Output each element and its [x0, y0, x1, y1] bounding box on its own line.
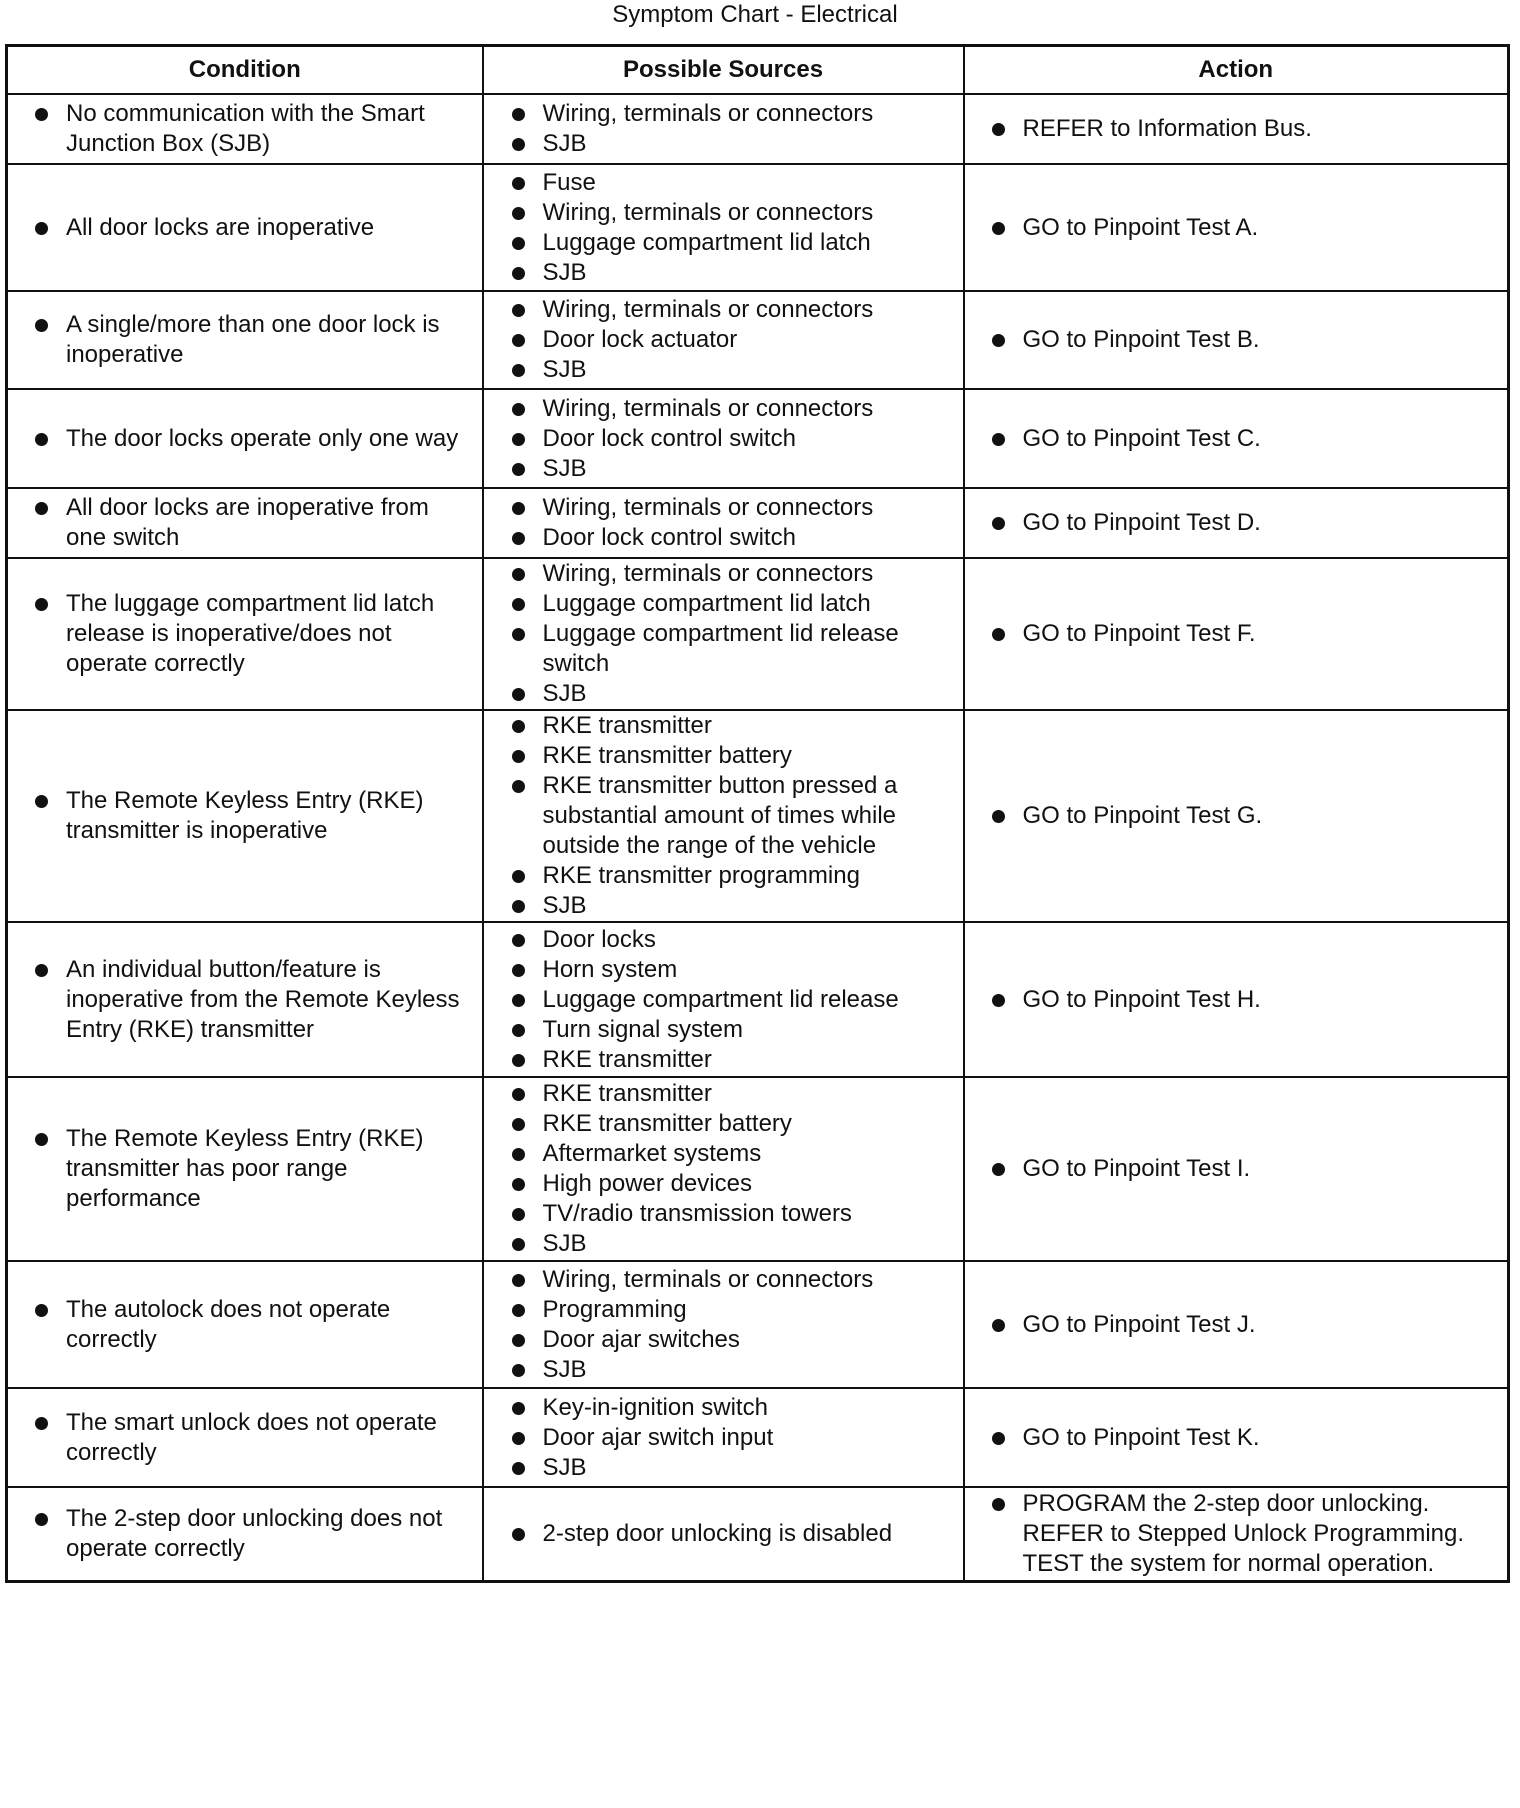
- bullet-icon: [35, 1133, 48, 1146]
- bullet-icon: [992, 222, 1005, 235]
- action-item-text: REFER to Information Bus.: [1022, 115, 1312, 142]
- source-item-text: RKE transmitter button pressed a substantial amount of times while outside the range of the vehicle: [542, 772, 898, 859]
- source-item-text: Wiring, terminals or connectors: [542, 100, 874, 127]
- source-item-text: RKE transmitter programming: [542, 862, 860, 889]
- bullet-icon: [512, 1432, 525, 1445]
- condition-item: [8, 786, 482, 846]
- source-item-text: Wiring, terminals or connectors: [542, 394, 874, 422]
- condition-list: [8, 1504, 482, 1564]
- action-item: [965, 114, 1508, 144]
- source-item: [484, 1355, 963, 1385]
- bullet-icon: [512, 334, 525, 347]
- table-row: [7, 922, 1509, 1077]
- condition-item: [8, 1408, 482, 1468]
- action-cell: [964, 1261, 1509, 1388]
- source-item-text: Wiring, terminals or connectors: [542, 1265, 874, 1293]
- bullet-icon: [512, 1054, 525, 1067]
- symptom-chart-table: [5, 44, 1510, 1583]
- source-item-text: SJB: [542, 130, 587, 157]
- source-item-text: SJB: [542, 258, 587, 286]
- action-list: [965, 424, 1508, 454]
- source-item: [484, 1265, 963, 1295]
- source-item-text: Door locks: [542, 925, 656, 953]
- bullet-icon: [512, 994, 525, 1007]
- condition-cell: [7, 291, 483, 389]
- possible-sources-cell: [483, 389, 964, 488]
- source-item-text: Programming: [542, 1295, 687, 1323]
- source-item-text: Luggage compartment lid latch: [542, 590, 871, 617]
- source-item-text: Door ajar switches: [542, 1325, 740, 1353]
- condition-cell: [7, 94, 483, 164]
- source-item: [484, 619, 963, 679]
- sources-list: [484, 1265, 963, 1385]
- bullet-icon: [512, 900, 525, 913]
- bullet-icon: [512, 1238, 525, 1251]
- action-item: [965, 801, 1508, 831]
- source-item-text: RKE transmitter battery: [542, 742, 792, 769]
- possible-sources-cell: [483, 558, 964, 710]
- source-item-text: SJB: [542, 356, 587, 383]
- condition-cell: [7, 922, 483, 1077]
- condition-item-text: The autolock does not operate correctly: [66, 1295, 391, 1353]
- source-item-text: SJB: [542, 1453, 587, 1481]
- action-list: [965, 213, 1508, 243]
- condition-item: [8, 310, 482, 370]
- source-item-text: RKE transmitter: [542, 1080, 712, 1107]
- column-header-condition: Condition: [7, 46, 483, 95]
- condition-cell: [7, 164, 483, 291]
- condition-list: [8, 310, 482, 370]
- table-row: [7, 1261, 1509, 1388]
- action-item-text: GO to Pinpoint Test H.: [1022, 985, 1261, 1013]
- bullet-icon: [35, 433, 48, 446]
- sources-list: [484, 394, 963, 484]
- condition-item: [8, 955, 482, 1045]
- condition-item-text: All door locks are inoperative from one switch: [66, 494, 429, 551]
- source-item-text: Door lock actuator: [542, 326, 738, 353]
- source-item-text: Wiring, terminals or connectors: [542, 560, 874, 587]
- source-item-text: SJB: [542, 1230, 587, 1257]
- bullet-icon: [992, 517, 1005, 530]
- action-cell: [964, 1077, 1509, 1261]
- source-item-text: Wiring, terminals or connectors: [542, 296, 874, 323]
- bullet-icon: [512, 532, 525, 545]
- source-item: [484, 493, 963, 523]
- bullet-icon: [992, 433, 1005, 446]
- condition-cell: [7, 1077, 483, 1261]
- possible-sources-cell: [483, 710, 964, 922]
- action-list: [965, 508, 1508, 538]
- condition-list: [8, 1124, 482, 1214]
- condition-item: [8, 493, 482, 553]
- action-cell: [964, 164, 1509, 291]
- action-item: [965, 508, 1508, 538]
- bullet-icon: [512, 1304, 525, 1317]
- sources-list: [484, 1519, 963, 1549]
- bullet-icon: [35, 1304, 48, 1317]
- bullet-icon: [35, 964, 48, 977]
- condition-item: [8, 589, 482, 679]
- condition-item-text: The luggage compartment lid latch release is inoperative/does not operate correctly: [66, 590, 435, 677]
- bullet-icon: [512, 750, 525, 763]
- action-cell: [964, 710, 1509, 922]
- table-row: [7, 710, 1509, 922]
- source-item: [484, 1295, 963, 1325]
- bullet-icon: [512, 598, 525, 611]
- condition-list: [8, 1408, 482, 1468]
- bullet-icon: [512, 364, 525, 377]
- condition-list: [8, 786, 482, 846]
- condition-cell: [7, 1388, 483, 1487]
- bullet-icon: [512, 237, 525, 250]
- table-row: [7, 291, 1509, 389]
- condition-item: [8, 1295, 482, 1355]
- source-item-text: Fuse: [542, 168, 596, 196]
- table-row: [7, 164, 1509, 291]
- source-item: [484, 129, 963, 159]
- table-row: [7, 1388, 1509, 1487]
- source-item: [484, 523, 963, 553]
- sources-list: [484, 493, 963, 553]
- bullet-icon: [512, 177, 525, 190]
- condition-list: [8, 589, 482, 679]
- column-header-action: Action: [964, 46, 1509, 95]
- source-item-text: Turn signal system: [542, 1015, 744, 1043]
- bullet-icon: [512, 1024, 525, 1037]
- condition-list: [8, 493, 482, 553]
- condition-item: [8, 99, 482, 159]
- possible-sources-cell: [483, 1261, 964, 1388]
- source-item: [484, 454, 963, 484]
- source-item: [484, 711, 963, 741]
- source-item-text: RKE transmitter battery: [542, 1110, 792, 1137]
- bullet-icon: [992, 334, 1005, 347]
- bullet-icon: [512, 1088, 525, 1101]
- bullet-icon: [512, 628, 525, 641]
- condition-cell: [7, 558, 483, 710]
- source-item: [484, 424, 963, 454]
- action-item-text: GO to Pinpoint Test A.: [1022, 213, 1259, 241]
- action-item: [965, 619, 1508, 649]
- bullet-icon: [35, 598, 48, 611]
- source-item-text: Wiring, terminals or connectors: [542, 494, 874, 521]
- action-list: [965, 114, 1508, 144]
- sources-list: [484, 168, 963, 288]
- sources-list: [484, 1079, 963, 1259]
- possible-sources-cell: [483, 94, 964, 164]
- bullet-icon: [512, 1178, 525, 1191]
- bullet-icon: [512, 463, 525, 476]
- bullet-icon: [512, 780, 525, 793]
- action-item: [965, 985, 1508, 1015]
- source-item-text: SJB: [542, 454, 587, 482]
- bullet-icon: [35, 319, 48, 332]
- table-row: [7, 558, 1509, 710]
- bullet-icon: [512, 1462, 525, 1475]
- sources-list: [484, 295, 963, 385]
- action-item: [965, 213, 1508, 243]
- bullet-icon: [512, 502, 525, 515]
- bullet-icon: [512, 1402, 525, 1415]
- source-item: [484, 1393, 963, 1423]
- condition-item-text: A single/more than one door lock is inoperative: [66, 311, 440, 368]
- source-item: [484, 394, 963, 424]
- condition-list: [8, 213, 482, 243]
- table-row: [7, 1077, 1509, 1261]
- source-item: [484, 258, 963, 288]
- sources-list: [484, 925, 963, 1075]
- bullet-icon: [512, 304, 525, 317]
- possible-sources-cell: [483, 1077, 964, 1261]
- action-item-text: GO to Pinpoint Test K.: [1022, 1423, 1260, 1451]
- source-item-text: TV/radio transmission towers: [542, 1200, 852, 1227]
- action-item-text: GO to Pinpoint Test B.: [1022, 326, 1260, 353]
- bullet-icon: [35, 222, 48, 235]
- source-item-text: RKE transmitter: [542, 1045, 712, 1073]
- condition-item-text: The Remote Keyless Entry (RKE) transmitter is inoperative: [66, 787, 424, 844]
- source-item: [484, 1169, 963, 1199]
- source-item: [484, 1423, 963, 1453]
- action-list: [965, 801, 1508, 831]
- bullet-icon: [512, 138, 525, 151]
- condition-item-text: All door locks are inoperative: [66, 213, 375, 241]
- action-list: [965, 1310, 1508, 1340]
- sources-list: [484, 711, 963, 921]
- action-item: [965, 1489, 1508, 1579]
- bullet-icon: [512, 964, 525, 977]
- bullet-icon: [992, 628, 1005, 641]
- source-item: [484, 1325, 963, 1355]
- condition-item-text: The smart unlock does not operate correctly: [66, 1408, 437, 1466]
- action-list: [965, 1154, 1508, 1184]
- source-item: [484, 1453, 963, 1483]
- condition-item: [8, 213, 482, 243]
- bullet-icon: [992, 1498, 1005, 1511]
- action-list: [965, 619, 1508, 649]
- action-item: [965, 424, 1508, 454]
- bullet-icon: [35, 1513, 48, 1526]
- source-item: [484, 1139, 963, 1169]
- source-item: [484, 589, 963, 619]
- bullet-icon: [35, 108, 48, 121]
- source-item: [484, 295, 963, 325]
- action-item: [965, 325, 1508, 355]
- action-item-text: GO to Pinpoint Test J.: [1022, 1310, 1256, 1338]
- bullet-icon: [512, 267, 525, 280]
- source-item: [484, 168, 963, 198]
- condition-item: [8, 424, 482, 454]
- source-item-text: SJB: [542, 892, 587, 919]
- source-item: [484, 1015, 963, 1045]
- source-item: [484, 325, 963, 355]
- action-list: [965, 325, 1508, 355]
- source-item: [484, 771, 963, 861]
- action-cell: [964, 488, 1509, 558]
- source-item-text: Luggage compartment lid release switch: [542, 620, 899, 677]
- action-item-text: GO to Pinpoint Test C.: [1022, 424, 1261, 452]
- action-item-text: PROGRAM the 2-step door unlocking. REFER to Stepped Unlock Programming. TEST the system for normal operation.: [1022, 1489, 1465, 1577]
- source-item-text: Wiring, terminals or connectors: [542, 198, 874, 226]
- bullet-icon: [512, 568, 525, 581]
- table-row: [7, 389, 1509, 488]
- condition-list: [8, 424, 482, 454]
- bullet-icon: [35, 1417, 48, 1430]
- source-item: [484, 1045, 963, 1075]
- source-item-text: SJB: [542, 680, 587, 707]
- source-item: [484, 861, 963, 891]
- action-list: [965, 1489, 1508, 1579]
- source-item: [484, 1229, 963, 1259]
- condition-list: [8, 99, 482, 159]
- bullet-icon: [512, 1274, 525, 1287]
- action-list: [965, 985, 1508, 1015]
- action-cell: [964, 94, 1509, 164]
- source-item-text: SJB: [542, 1355, 587, 1383]
- condition-item-text: No communication with the Smart Junction Box (SJB): [66, 100, 425, 157]
- action-cell: [964, 291, 1509, 389]
- condition-cell: [7, 1261, 483, 1388]
- bullet-icon: [512, 688, 525, 701]
- source-item-text: 2-step door unlocking is disabled: [542, 1519, 893, 1547]
- possible-sources-cell: [483, 922, 964, 1077]
- header-row: [7, 46, 1509, 95]
- possible-sources-cell: [483, 488, 964, 558]
- bullet-icon: [512, 1118, 525, 1131]
- source-item: [484, 99, 963, 129]
- condition-list: [8, 955, 482, 1045]
- possible-sources-cell: [483, 1487, 964, 1581]
- source-item-text: Door ajar switch input: [542, 1423, 774, 1451]
- sources-list: [484, 1393, 963, 1483]
- source-item: [484, 1079, 963, 1109]
- bullet-icon: [512, 1208, 525, 1221]
- table-row: [7, 94, 1509, 164]
- bullet-icon: [512, 433, 525, 446]
- action-item: [965, 1423, 1508, 1453]
- source-item: [484, 741, 963, 771]
- action-item-text: GO to Pinpoint Test F.: [1022, 620, 1256, 647]
- action-item-text: GO to Pinpoint Test I.: [1022, 1155, 1251, 1182]
- source-item: [484, 559, 963, 589]
- sources-list: [484, 99, 963, 159]
- source-item: [484, 925, 963, 955]
- condition-item-text: The door locks operate only one way: [66, 424, 459, 452]
- sources-list: [484, 559, 963, 709]
- page-title: Symptom Chart - Electrical: [612, 1, 898, 28]
- source-item: [484, 985, 963, 1015]
- condition-cell: [7, 1487, 483, 1581]
- source-item-text: Luggage compartment lid release: [542, 985, 899, 1013]
- condition-item-text: An individual button/feature is inoperative from the Remote Keyless Entry (RKE) transmitter: [66, 955, 460, 1043]
- condition-cell: [7, 488, 483, 558]
- action-item: [965, 1154, 1508, 1184]
- source-item: [484, 679, 963, 709]
- bullet-icon: [512, 403, 525, 416]
- source-item: [484, 891, 963, 921]
- table-row: [7, 488, 1509, 558]
- bullet-icon: [512, 108, 525, 121]
- bullet-icon: [512, 207, 525, 220]
- action-item: [965, 1310, 1508, 1340]
- condition-cell: [7, 710, 483, 922]
- source-item-text: Horn system: [542, 955, 678, 983]
- condition-item: [8, 1124, 482, 1214]
- bullet-icon: [992, 1163, 1005, 1176]
- source-item: [484, 955, 963, 985]
- action-cell: [964, 1487, 1509, 1581]
- bullet-icon: [992, 1319, 1005, 1332]
- action-item-text: GO to Pinpoint Test D.: [1022, 509, 1261, 536]
- possible-sources-cell: [483, 1388, 964, 1487]
- bullet-icon: [992, 1432, 1005, 1445]
- action-cell: [964, 558, 1509, 710]
- source-item: [484, 1199, 963, 1229]
- source-item-text: Aftermarket systems: [542, 1140, 762, 1167]
- source-item: [484, 198, 963, 228]
- source-item: [484, 228, 963, 258]
- action-item-text: GO to Pinpoint Test G.: [1022, 802, 1263, 829]
- condition-item-text: The Remote Keyless Entry (RKE) transmitter has poor range performance: [66, 1125, 424, 1212]
- action-cell: [964, 922, 1509, 1077]
- bullet-icon: [512, 720, 525, 733]
- column-header-possible-sources: Possible Sources: [483, 46, 964, 95]
- source-item-text: Door lock control switch: [542, 424, 796, 452]
- source-item-text: High power devices: [542, 1170, 752, 1197]
- source-item-text: Door lock control switch: [542, 524, 796, 551]
- source-item-text: Luggage compartment lid latch: [542, 228, 871, 256]
- source-item: [484, 355, 963, 385]
- bullet-icon: [512, 934, 525, 947]
- action-cell: [964, 389, 1509, 488]
- bullet-icon: [512, 1528, 525, 1541]
- bullet-icon: [512, 1334, 525, 1347]
- source-item-text: RKE transmitter: [542, 712, 712, 739]
- bullet-icon: [512, 1364, 525, 1377]
- table-row: [7, 1487, 1509, 1581]
- bullet-icon: [35, 795, 48, 808]
- bullet-icon: [512, 870, 525, 883]
- source-item-text: Key-in-ignition switch: [542, 1393, 768, 1421]
- condition-item: [8, 1504, 482, 1564]
- possible-sources-cell: [483, 164, 964, 291]
- bullet-icon: [992, 994, 1005, 1007]
- action-cell: [964, 1388, 1509, 1487]
- bullet-icon: [512, 1148, 525, 1161]
- source-item: [484, 1519, 963, 1549]
- possible-sources-cell: [483, 291, 964, 389]
- condition-list: [8, 1295, 482, 1355]
- bullet-icon: [35, 502, 48, 515]
- bullet-icon: [992, 123, 1005, 136]
- bullet-icon: [992, 810, 1005, 823]
- action-list: [965, 1423, 1508, 1453]
- source-item: [484, 1109, 963, 1139]
- condition-cell: [7, 389, 483, 488]
- condition-item-text: The 2-step door unlocking does not operate correctly: [66, 1504, 443, 1562]
